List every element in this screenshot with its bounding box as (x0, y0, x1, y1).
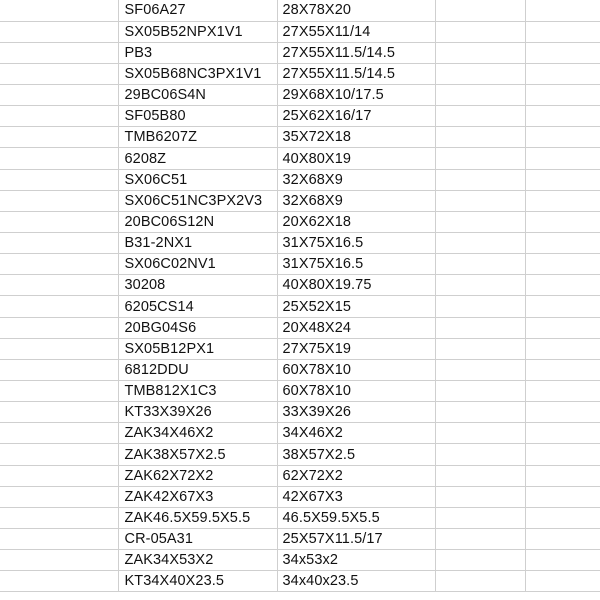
empty-cell[interactable] (435, 21, 525, 42)
part-number-cell[interactable]: SX06C51 (118, 169, 277, 190)
part-number-cell[interactable]: PB3 (118, 42, 277, 63)
size-cell[interactable]: 42X67X3 (277, 486, 435, 507)
empty-cell[interactable] (525, 190, 600, 211)
empty-cell[interactable] (435, 571, 525, 592)
empty-cell[interactable] (0, 148, 118, 169)
size-cell[interactable]: 25X57X11.5/17 (277, 529, 435, 550)
size-cell[interactable]: 32X68X9 (277, 190, 435, 211)
empty-cell[interactable] (0, 317, 118, 338)
table-row (0, 550, 600, 571)
part-number-cell[interactable]: 20BG04S6 (118, 317, 277, 338)
empty-cell[interactable] (525, 0, 600, 21)
part-number-cell[interactable]: SX05B12PX1 (118, 338, 277, 359)
empty-cell[interactable] (525, 317, 600, 338)
empty-cell[interactable] (435, 275, 525, 296)
empty-cell[interactable] (525, 381, 600, 402)
part-number-cell[interactable]: SX06C02NV1 (118, 254, 277, 275)
empty-cell[interactable] (525, 486, 600, 507)
table-row (0, 338, 600, 359)
size-cell[interactable]: 31X75X16.5 (277, 254, 435, 275)
empty-cell[interactable] (525, 465, 600, 486)
empty-cell[interactable] (0, 465, 118, 486)
table-row (0, 211, 600, 232)
table-row (0, 275, 600, 296)
part-number-cell[interactable]: ZAK38X57X2.5 (118, 444, 277, 465)
size-cell[interactable]: 27X55X11.5/14.5 (277, 63, 435, 84)
part-number-cell[interactable]: ZAK46.5X59.5X5.5 (118, 507, 277, 528)
empty-cell[interactable] (525, 275, 600, 296)
empty-cell[interactable] (435, 148, 525, 169)
part-number-cell[interactable]: TMB812X1C3 (118, 381, 277, 402)
size-cell[interactable]: 40X80X19 (277, 148, 435, 169)
table-row (0, 486, 600, 507)
empty-cell[interactable] (435, 233, 525, 254)
empty-cell[interactable] (525, 85, 600, 106)
table-row (0, 507, 600, 528)
empty-cell[interactable] (0, 211, 118, 232)
part-number-cell[interactable]: 20BC06S12N (118, 211, 277, 232)
empty-cell[interactable] (435, 42, 525, 63)
size-cell[interactable]: 60X78X10 (277, 359, 435, 380)
empty-cell[interactable] (525, 529, 600, 550)
table-row (0, 402, 600, 423)
part-number-cell[interactable]: 6208Z (118, 148, 277, 169)
empty-cell[interactable] (435, 63, 525, 84)
part-number-cell[interactable]: SF06A27 (118, 0, 277, 21)
table-row (0, 423, 600, 444)
size-cell[interactable]: 40X80X19.75 (277, 275, 435, 296)
size-cell[interactable]: 29X68X10/17.5 (277, 85, 435, 106)
size-cell[interactable]: 35X72X18 (277, 127, 435, 148)
empty-cell[interactable] (0, 444, 118, 465)
table-row (0, 444, 600, 465)
empty-cell[interactable] (525, 42, 600, 63)
empty-cell[interactable] (435, 529, 525, 550)
empty-cell[interactable] (525, 127, 600, 148)
empty-cell[interactable] (435, 444, 525, 465)
empty-cell[interactable] (435, 402, 525, 423)
size-cell[interactable]: 27X55X11/14 (277, 21, 435, 42)
empty-cell[interactable] (0, 85, 118, 106)
empty-cell[interactable] (0, 381, 118, 402)
empty-cell[interactable] (525, 550, 600, 571)
part-number-cell[interactable]: SF05B80 (118, 106, 277, 127)
empty-cell[interactable] (0, 233, 118, 254)
table-row (0, 571, 600, 592)
size-cell[interactable]: 20X62X18 (277, 211, 435, 232)
table-row (0, 106, 600, 127)
table-row (0, 127, 600, 148)
empty-cell[interactable] (435, 486, 525, 507)
part-number-cell[interactable]: TMB6207Z (118, 127, 277, 148)
table-row (0, 169, 600, 190)
table-row (0, 381, 600, 402)
size-cell[interactable]: 34x40x23.5 (277, 571, 435, 592)
part-number-cell[interactable]: KT33X39X26 (118, 402, 277, 423)
empty-cell[interactable] (435, 338, 525, 359)
empty-cell[interactable] (0, 338, 118, 359)
empty-cell[interactable] (0, 402, 118, 423)
part-number-cell[interactable]: 6205CS14 (118, 296, 277, 317)
size-cell[interactable]: 31X75X16.5 (277, 233, 435, 254)
empty-cell[interactable] (435, 254, 525, 275)
part-number-cell[interactable]: 6812DDU (118, 359, 277, 380)
table-row (0, 148, 600, 169)
empty-cell[interactable] (0, 507, 118, 528)
table-row (0, 85, 600, 106)
part-number-cell[interactable]: ZAK42X67X3 (118, 486, 277, 507)
part-number-cell[interactable]: SX05B52NPX1V1 (118, 21, 277, 42)
table-row (0, 296, 600, 317)
empty-cell[interactable] (435, 211, 525, 232)
part-number-cell[interactable]: 30208 (118, 275, 277, 296)
empty-cell[interactable] (0, 106, 118, 127)
part-number-cell[interactable]: 29BC06S4N (118, 85, 277, 106)
empty-cell[interactable] (0, 550, 118, 571)
empty-cell[interactable] (0, 275, 118, 296)
empty-cell[interactable] (435, 190, 525, 211)
empty-cell[interactable] (0, 296, 118, 317)
empty-cell[interactable] (435, 550, 525, 571)
table-row (0, 465, 600, 486)
empty-cell[interactable] (435, 85, 525, 106)
empty-cell[interactable] (525, 338, 600, 359)
empty-cell[interactable] (0, 190, 118, 211)
part-number-cell[interactable]: SX05B68NC3PX1V1 (118, 63, 277, 84)
size-cell[interactable]: 27X55X11.5/14.5 (277, 42, 435, 63)
empty-cell[interactable] (525, 507, 600, 528)
table-row (0, 359, 600, 380)
empty-cell[interactable] (525, 296, 600, 317)
empty-cell[interactable] (0, 359, 118, 380)
empty-cell[interactable] (525, 233, 600, 254)
size-cell[interactable]: 20X48X24 (277, 317, 435, 338)
part-number-cell[interactable]: SX06C51NC3PX2V3 (118, 190, 277, 211)
empty-cell[interactable] (0, 571, 118, 592)
empty-cell[interactable] (525, 402, 600, 423)
empty-cell[interactable] (435, 359, 525, 380)
empty-cell[interactable] (0, 169, 118, 190)
empty-cell[interactable] (435, 507, 525, 528)
empty-cell[interactable] (0, 63, 118, 84)
empty-cell[interactable] (0, 254, 118, 275)
part-number-cell[interactable]: ZAK62X72X2 (118, 465, 277, 486)
empty-cell[interactable] (0, 0, 118, 21)
empty-cell[interactable] (0, 486, 118, 507)
empty-cell[interactable] (525, 359, 600, 380)
table-row (0, 529, 600, 550)
part-number-cell[interactable]: ZAK34X53X2 (118, 550, 277, 571)
size-cell[interactable]: 32X68X9 (277, 169, 435, 190)
table-row (0, 317, 600, 338)
part-number-cell[interactable]: CR-05A31 (118, 529, 277, 550)
empty-cell[interactable] (435, 465, 525, 486)
size-cell[interactable]: 25X52X15 (277, 296, 435, 317)
table-row (0, 190, 600, 211)
empty-cell[interactable] (435, 381, 525, 402)
empty-cell[interactable] (525, 148, 600, 169)
empty-cell[interactable] (0, 423, 118, 444)
size-cell[interactable]: 27X75X19 (277, 338, 435, 359)
part-number-cell[interactable]: B31-2NX1 (118, 233, 277, 254)
empty-cell[interactable] (525, 423, 600, 444)
empty-cell[interactable] (525, 571, 600, 592)
empty-cell[interactable] (435, 127, 525, 148)
size-cell[interactable]: 34X46X2 (277, 423, 435, 444)
size-cell[interactable]: 60X78X10 (277, 381, 435, 402)
empty-cell[interactable] (525, 211, 600, 232)
table-row (0, 42, 600, 63)
empty-cell[interactable] (525, 21, 600, 42)
size-cell[interactable]: 62X72X2 (277, 465, 435, 486)
size-cell[interactable]: 25X62X16/17 (277, 106, 435, 127)
empty-cell[interactable] (435, 106, 525, 127)
part-number-cell[interactable]: KT34X40X23.5 (118, 571, 277, 592)
size-cell[interactable]: 46.5X59.5X5.5 (277, 507, 435, 528)
table-row (0, 254, 600, 275)
table-row (0, 233, 600, 254)
part-number-cell[interactable]: ZAK34X46X2 (118, 423, 277, 444)
empty-cell[interactable] (435, 317, 525, 338)
empty-cell[interactable] (525, 106, 600, 127)
empty-cell[interactable] (0, 529, 118, 550)
empty-cell[interactable] (0, 127, 118, 148)
empty-cell[interactable] (525, 63, 600, 84)
table-row (0, 0, 600, 21)
table-row (0, 21, 600, 42)
table-row (0, 63, 600, 84)
empty-cell[interactable] (525, 444, 600, 465)
empty-cell[interactable] (435, 296, 525, 317)
empty-cell[interactable] (525, 169, 600, 190)
size-cell[interactable]: 38X57X2.5 (277, 444, 435, 465)
empty-cell[interactable] (435, 169, 525, 190)
empty-cell[interactable] (435, 0, 525, 21)
empty-cell[interactable] (525, 254, 600, 275)
size-cell[interactable]: 28X78X20 (277, 0, 435, 21)
empty-cell[interactable] (0, 42, 118, 63)
empty-cell[interactable] (0, 21, 118, 42)
size-cell[interactable]: 34x53x2 (277, 550, 435, 571)
empty-cell[interactable] (435, 423, 525, 444)
size-cell[interactable]: 33X39X26 (277, 402, 435, 423)
